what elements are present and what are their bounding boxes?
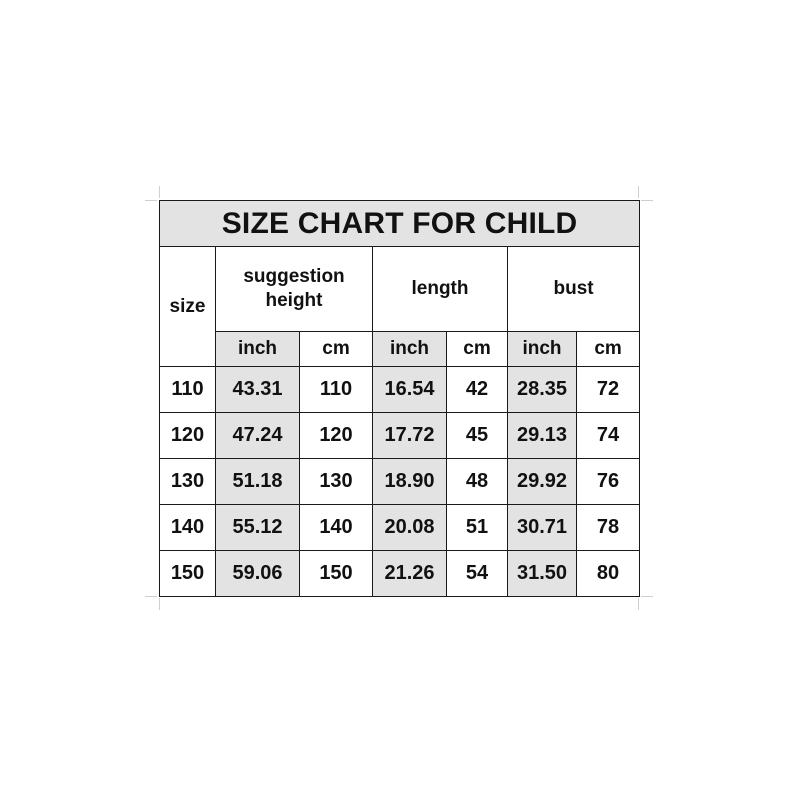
table-row <box>160 459 640 505</box>
bust-cm-cell: 80 <box>577 551 640 597</box>
crop-mark <box>641 596 653 597</box>
crop-mark <box>159 186 160 198</box>
length-cm-cell: 54 <box>447 551 508 597</box>
group-header-suggestion-height: suggestion height <box>216 247 373 332</box>
crop-mark <box>641 200 653 201</box>
height-inch-cell: 47.24 <box>216 413 300 459</box>
size-cell: 130 <box>160 459 216 505</box>
unit-header-row <box>160 332 640 367</box>
chart-title: SIZE CHART FOR CHILD <box>160 201 640 247</box>
group-header-length: length <box>373 247 508 332</box>
size-cell: 150 <box>160 551 216 597</box>
height-cm-cell: 150 <box>300 551 373 597</box>
unit-header-inch: inch <box>508 332 577 367</box>
bust-cm-cell: 72 <box>577 367 640 413</box>
unit-header-cm: cm <box>577 332 640 367</box>
length-inch-cell: 21.26 <box>373 551 447 597</box>
bust-inch-cell: 28.35 <box>508 367 577 413</box>
height-cm-cell: 140 <box>300 505 373 551</box>
bust-cm-cell: 78 <box>577 505 640 551</box>
table-row <box>160 505 640 551</box>
height-inch-cell: 55.12 <box>216 505 300 551</box>
size-cell: 110 <box>160 367 216 413</box>
height-cm-cell: 110 <box>300 367 373 413</box>
length-inch-cell: 18.90 <box>373 459 447 505</box>
crop-mark <box>145 596 157 597</box>
group-header-bust: bust <box>508 247 640 332</box>
group-header-row <box>160 247 640 332</box>
length-inch-cell: 17.72 <box>373 413 447 459</box>
bust-inch-cell: 31.50 <box>508 551 577 597</box>
length-cm-cell: 51 <box>447 505 508 551</box>
unit-header-inch: inch <box>216 332 300 367</box>
crop-mark <box>638 186 639 198</box>
title-row <box>160 201 640 247</box>
table-row <box>160 413 640 459</box>
table-row <box>160 367 640 413</box>
length-cm-cell: 48 <box>447 459 508 505</box>
table-row <box>160 551 640 597</box>
bust-cm-cell: 74 <box>577 413 640 459</box>
unit-header-cm: cm <box>447 332 508 367</box>
crop-mark <box>145 200 157 201</box>
size-cell: 140 <box>160 505 216 551</box>
height-inch-cell: 51.18 <box>216 459 300 505</box>
size-header: size <box>160 247 216 367</box>
length-inch-cell: 16.54 <box>373 367 447 413</box>
bust-inch-cell: 29.92 <box>508 459 577 505</box>
unit-header-cm: cm <box>300 332 373 367</box>
height-cm-cell: 120 <box>300 413 373 459</box>
crop-mark <box>638 598 639 610</box>
bust-cm-cell: 76 <box>577 459 640 505</box>
size-cell: 120 <box>160 413 216 459</box>
length-cm-cell: 42 <box>447 367 508 413</box>
bust-inch-cell: 29.13 <box>508 413 577 459</box>
length-cm-cell: 45 <box>447 413 508 459</box>
height-inch-cell: 59.06 <box>216 551 300 597</box>
size-chart-table <box>159 200 640 597</box>
crop-mark <box>159 598 160 610</box>
height-cm-cell: 130 <box>300 459 373 505</box>
length-inch-cell: 20.08 <box>373 505 447 551</box>
bust-inch-cell: 30.71 <box>508 505 577 551</box>
height-inch-cell: 43.31 <box>216 367 300 413</box>
unit-header-inch: inch <box>373 332 447 367</box>
